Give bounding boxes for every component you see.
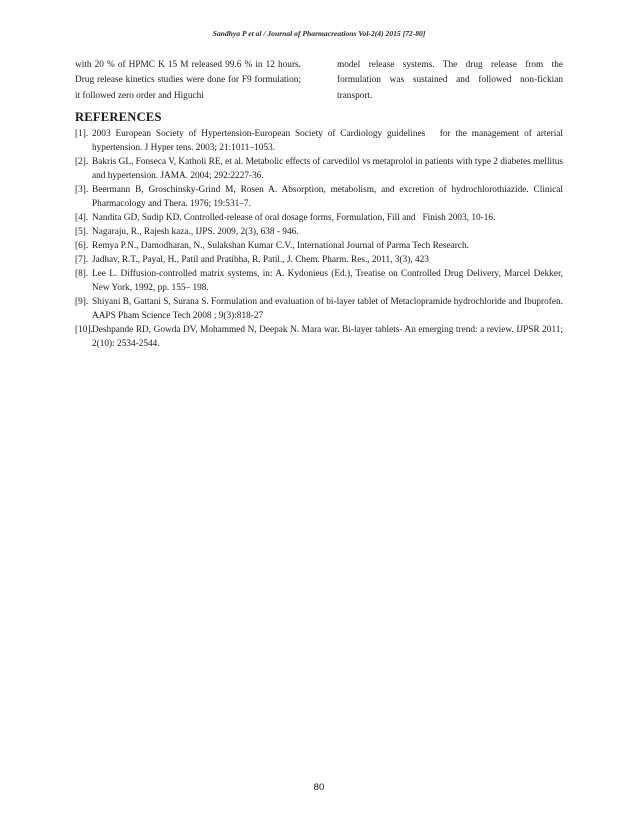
reference-item [75,253,563,267]
reference-text: Beermann B, Groschinsky-Grind M, Rosen A. Absorption, metabolism, and excretion of hydrochlorothiazide. Clinical Pharmacology and Thera. 1976; 19:531–7. [92,185,563,209]
reference-item [75,295,563,323]
left-column-paragraph: with 20 % of HPMC K 15 M released 99.6 % in 12 hours. Drug release kinetics studies were done for F9 formulation; it followed zero order and Higuchi [75,60,301,101]
reference-item [75,183,563,211]
reference-number: [1]. [75,129,89,139]
reference-number: [3]. [75,185,89,195]
reference-item [75,211,563,225]
reference-text: Nandita GD, Sudip KD. Controlled-release of oral dosage forms, Formulation, Fill and Finish 2003, 10-16. [92,213,496,223]
reference-text: Deshpande RD, Gowda DV, Mohammed N, Deepak N. Mara war. Bi-layer tablets- An emerging trend: a review. IJPSR 2011; 2(10): 2534-2544. [92,325,563,349]
reference-item [75,323,563,351]
reference-number: [2]. [75,157,89,167]
reference-number: [4]. [75,213,89,223]
reference-item [75,239,563,253]
running-header: Sandhya P et al / Journal of Pharmacreations Vol-2(4) 2015 [72-80] [212,29,426,38]
reference-item [75,155,563,183]
reference-number: [10]. [75,325,93,335]
reference-number: [7]. [75,255,89,265]
reference-number: [9]. [75,297,89,307]
reference-number: [5]. [75,227,89,237]
reference-text: Lee L. Diffusion-controlled matrix systems, in: A. Kydonieus (Ed.), Treatise on Controlled Drug Delivery, Marcel Dekker, New York, 1992, pp. 155– 198. [92,269,563,293]
reference-text: Nagaraju, R., Rajesh kaza., IJPS. 2009, 2(3), 638 - 946. [92,227,299,237]
reference-text: Shiyani B, Gattani S, Surana S. Formulation and evaluation of bi-layer tablet of Metaclopramide hydrochloride and Ibuprofen. AAPS Pham Science Tech 2008 ; 9(3):818-27 [92,297,563,321]
reference-text: 2003 European Society of Hypertension-European Society of Cardiology guidelines for the management of arterial hypertension. J Hyper tens. 2003; 21:1011–1053. [92,129,563,153]
reference-item [75,267,563,295]
reference-item [75,225,563,239]
references-list [75,127,563,351]
reference-number: [6]. [75,241,89,251]
references-heading: REFERENCES [75,110,162,124]
reference-text: Bakris GL, Fonseca V, Katholi RE, et al. Metabolic effects of carvedilol vs metaprolol in patients with type 2 diabetes mellitus and hypertension. JAMA. 2004; 292:2227-36. [92,157,563,181]
right-column-paragraph: model release systems. The drug release from the formulation was sustained and followed non-fickian transport. [337,60,563,101]
reference-text: Remya P.N., Damodharan, N., Sulakshan Kumar C.V., International Journal of Parma Tech Research. [92,241,469,251]
reference-text: Jadhav, R.T., Payal, H., Patil and Pratibha, R. Patil., J. Chem. Pharm. Res., 2011, 3(3), 423 [92,255,429,265]
reference-item [75,127,563,155]
page-number: 80 [313,782,325,793]
reference-number: [8]. [75,269,89,279]
body-two-column-section [75,58,563,104]
